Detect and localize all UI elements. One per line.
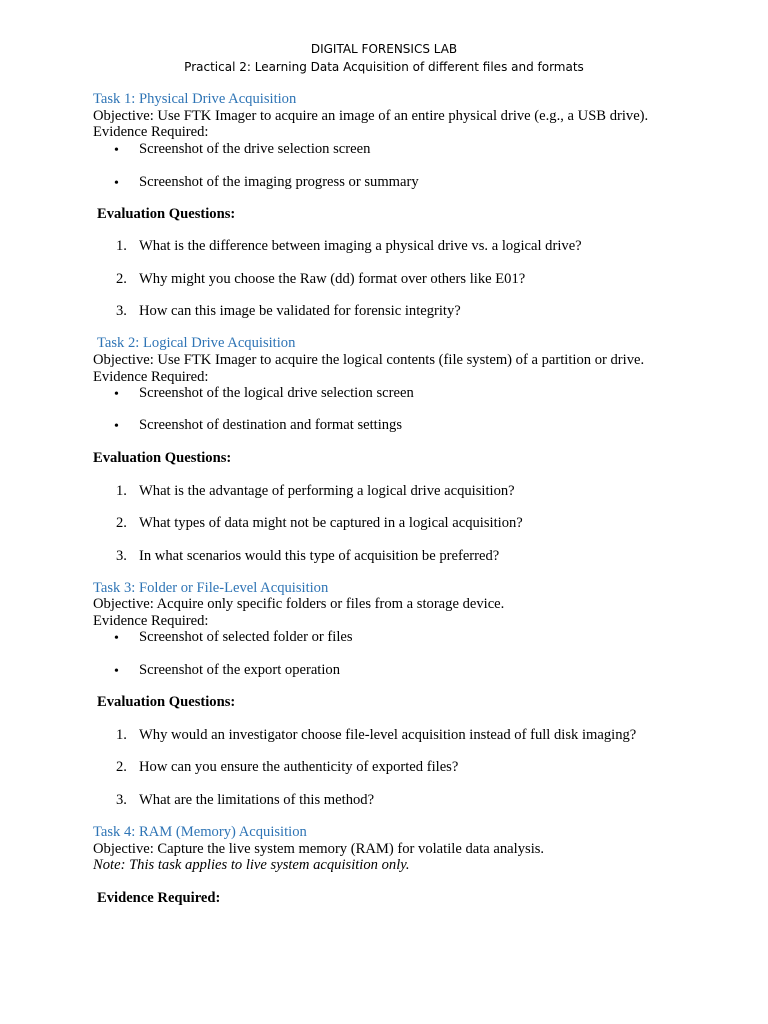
task-1-objective: Objective: Use FTK Imager to acquire an image of an entire physical drive (e.g., a USB drive). — [93, 108, 649, 124]
task-1-evidence-item: Screenshot of the drive selection screen — [139, 141, 371, 157]
task-3-eval-label: Evaluation Questions: — [97, 694, 236, 710]
task-2-eval-label: Evaluation Questions: — [93, 450, 232, 466]
task-3-question: Why would an investigator choose file-level acquisition instead of full disk imaging? — [139, 727, 637, 743]
task-1-question: How can this image be validated for forensic integrity? — [139, 303, 461, 319]
list-number: 3. — [116, 548, 127, 564]
bullet-icon: • — [114, 419, 119, 434]
document-subtitle: Practical 2: Learning Data Acquisition of different files and formats — [184, 60, 584, 74]
task-3-objective: Objective: Acquire only specific folders or files from a storage device. — [93, 596, 505, 612]
list-number: 3. — [116, 303, 127, 319]
list-number: 2. — [116, 759, 127, 775]
list-number: 2. — [116, 515, 127, 531]
task-1-evidence-item: Screenshot of the imaging progress or summary — [139, 174, 419, 190]
list-number: 1. — [116, 483, 127, 499]
task-4-note: Note: This task applies to live system acquisition only. — [93, 857, 410, 873]
list-number: 2. — [116, 271, 127, 287]
task-2-evidence-label: Evidence Required: — [93, 369, 209, 385]
task-1-question: Why might you choose the Raw (dd) format over others like E01? — [139, 271, 526, 287]
task-3-heading: Task 3: Folder or File-Level Acquisition — [93, 580, 329, 596]
task-1-heading: Task 1: Physical Drive Acquisition — [93, 91, 297, 107]
task-3-question: What are the limitations of this method? — [139, 792, 375, 808]
task-1-question: What is the difference between imaging a physical drive vs. a logical drive? — [139, 238, 582, 254]
task-3-question: How can you ensure the authenticity of exported files? — [139, 759, 459, 775]
list-number: 3. — [116, 792, 127, 808]
task-2-evidence-item: Screenshot of destination and format settings — [139, 417, 403, 433]
bullet-icon: • — [114, 664, 119, 679]
task-2-evidence-item: Screenshot of the logical drive selection screen — [139, 385, 414, 401]
document-title: DIGITAL FORENSICS LAB — [310, 42, 458, 56]
list-number: 1. — [116, 238, 127, 254]
list-number: 1. — [116, 727, 127, 743]
task-3-evidence-item: Screenshot of selected folder or files — [139, 629, 353, 645]
task-4-evidence-label: Evidence Required: — [97, 890, 221, 906]
task-1-evidence-label: Evidence Required: — [93, 124, 209, 140]
task-2-question: What is the advantage of performing a logical drive acquisition? — [139, 483, 515, 499]
task-2-question: In what scenarios would this type of acquisition be preferred? — [139, 548, 500, 564]
task-2-heading: Task 2: Logical Drive Acquisition — [97, 335, 296, 351]
task-2-objective: Objective: Use FTK Imager to acquire the logical contents (file system) of a partition or drive. — [93, 352, 645, 368]
task-2-question: What types of data might not be captured in a logical acquisition? — [139, 515, 523, 531]
task-4-objective: Objective: Capture the live system memory (RAM) for volatile data analysis. — [93, 841, 545, 857]
task-3-evidence-item: Screenshot of the export operation — [139, 662, 341, 678]
task-3-evidence-label: Evidence Required: — [93, 613, 209, 629]
bullet-icon: • — [114, 387, 119, 402]
task-1-eval-label: Evaluation Questions: — [97, 206, 236, 222]
task-4-heading: Task 4: RAM (Memory) Acquisition — [93, 824, 307, 840]
bullet-icon: • — [114, 176, 119, 191]
bullet-icon: • — [114, 631, 119, 646]
bullet-icon: • — [114, 143, 119, 158]
